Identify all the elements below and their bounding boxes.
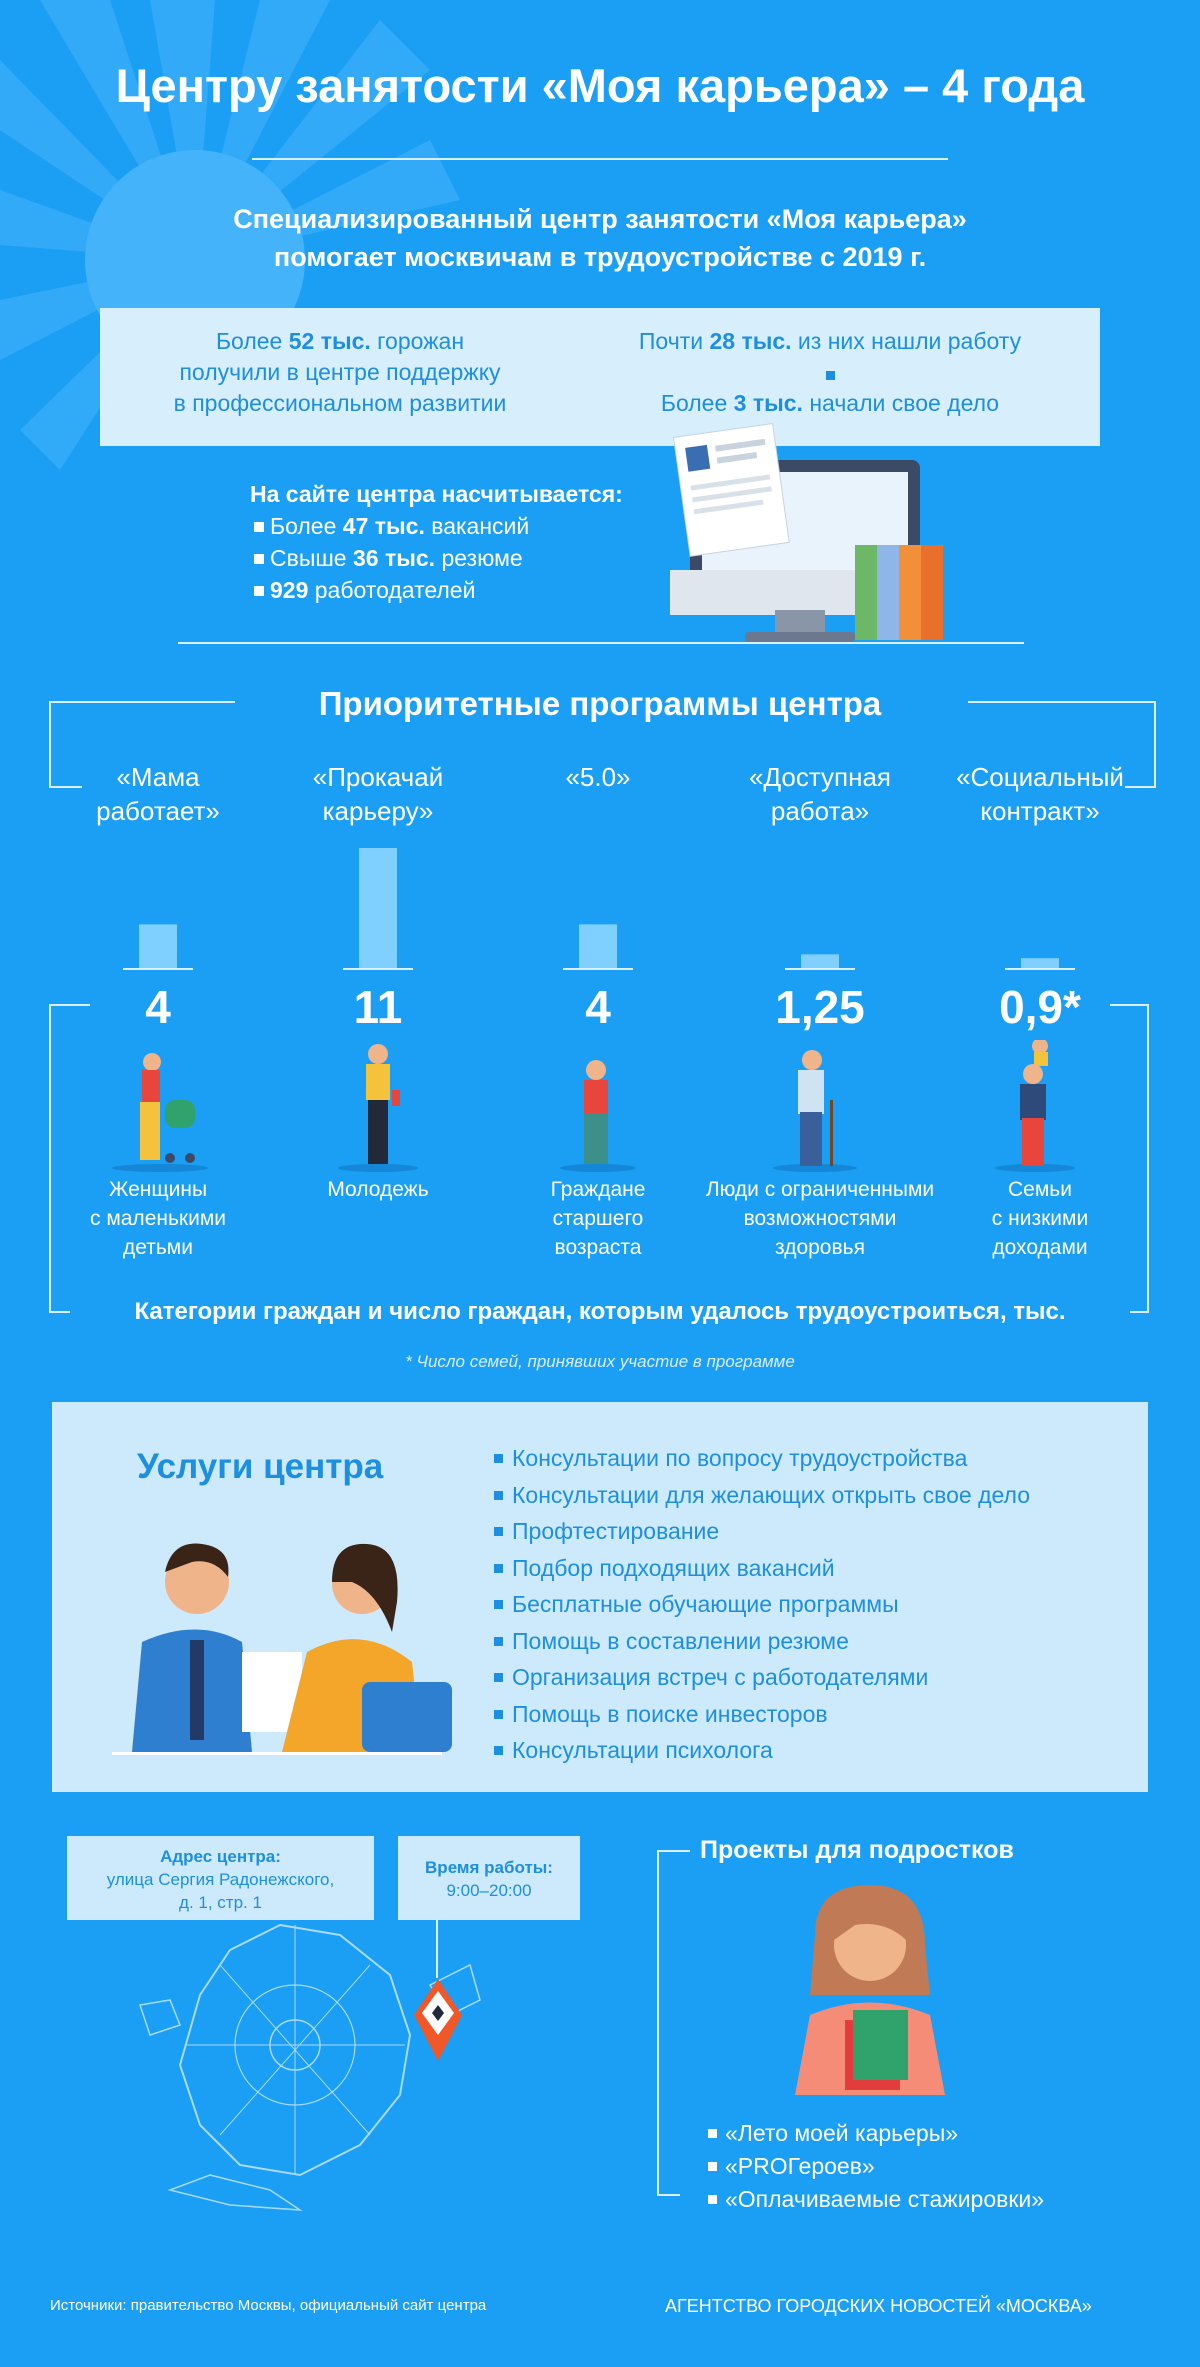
bar xyxy=(579,924,617,968)
category-label-line: старшего xyxy=(552,1207,644,1230)
category-label-line: Люди с ограниченными xyxy=(705,1178,935,1201)
program-name xyxy=(940,760,1140,828)
subtitle-line: помогает москвичам в трудоустройстве с 2019 г. xyxy=(273,242,927,272)
service-item: Консультации психолога xyxy=(492,1732,1132,1769)
stat-employment: Почти 28 тыс. из них нашли работу Более 3 тыс. начали свое дело xyxy=(638,328,1022,416)
program-value-label: 4 xyxy=(585,981,611,1033)
subtitle-line: Специализированный центр занятости «Моя карьера» xyxy=(233,204,967,234)
chart-caption: Категории граждан и число граждан, которым удалось трудоустроиться, тыс. xyxy=(134,1298,1066,1325)
services-panel xyxy=(52,1402,1148,1792)
program-value-label: 11 xyxy=(353,981,403,1033)
teens-frame xyxy=(650,1845,710,2205)
bar-baseline xyxy=(563,968,633,970)
services-list xyxy=(492,1440,1132,1769)
site-stat-item: 929 работодателей xyxy=(250,574,690,606)
service-item: Помощь в составлении резюме xyxy=(492,1623,1132,1660)
bar xyxy=(139,924,177,968)
category-label xyxy=(700,1175,940,1262)
site-stat-item: Свыше 36 тыс. резюме xyxy=(250,542,690,574)
program-value-label: 4 xyxy=(145,981,171,1033)
service-item: Консультации по вопросу трудоустройства xyxy=(492,1440,1132,1477)
service-item: Консультации для желающих открыть свое дело xyxy=(492,1477,1132,1514)
program-name-line: работает» xyxy=(96,796,220,826)
category-label xyxy=(38,1175,278,1262)
category-label-line: здоровья xyxy=(775,1236,865,1259)
hours-box: Время работы: 9:00–20:00 xyxy=(398,1836,580,1920)
location-pin-icon[interactable] xyxy=(408,1975,468,2065)
program-name xyxy=(720,760,920,828)
program-name xyxy=(498,760,698,794)
teenager-illustration xyxy=(765,1885,975,2095)
stat-support: Более 52 тыс. горожан получили в центре поддержку в профессиональном развитии xyxy=(173,328,507,416)
program-name-line: «5.0» xyxy=(565,762,631,792)
category-label-line: доходами xyxy=(992,1236,1088,1259)
bar-baseline xyxy=(785,968,855,970)
bar xyxy=(1021,958,1059,968)
young-woman-icon xyxy=(338,1044,418,1172)
bar xyxy=(359,848,397,968)
program-name-line: работа» xyxy=(770,796,870,826)
source-note: Источники: правительство Москвы, официальный сайт центра xyxy=(50,2297,487,2314)
program-name-line: карьеру» xyxy=(322,796,434,826)
teens-list xyxy=(705,2117,1044,2216)
category-label-line: Молодежь xyxy=(327,1178,429,1201)
consultation-illustration xyxy=(92,1522,462,1762)
program-name-line: «Мама xyxy=(116,762,200,792)
category-label xyxy=(258,1175,498,1204)
programs-bar-chart xyxy=(0,820,1200,970)
teens-title: Проекты для подростков xyxy=(700,1836,1014,1864)
bar-baseline xyxy=(343,968,413,970)
service-item: Бесплатные обучающие программы xyxy=(492,1586,1132,1623)
bar xyxy=(801,954,839,968)
teen-project-item: «Лето моей карьеры» xyxy=(705,2117,1044,2150)
site-stat-item: Более 47 тыс. вакансий xyxy=(250,510,690,542)
site-stats: На сайте центра насчитывается: Более 47 тыс. вакансий Свыше 36 тыс. резюме 929 работодателей xyxy=(250,478,690,606)
service-item: Профтестирование xyxy=(492,1513,1132,1550)
service-item: Подбор подходящих вакансий xyxy=(492,1550,1132,1587)
category-label-line: с низкими xyxy=(991,1207,1089,1230)
woman-stroller-icon xyxy=(112,1053,208,1172)
father-child-icon xyxy=(995,1040,1075,1172)
category-label-line: детьми xyxy=(123,1236,193,1259)
program-name-line: «Прокачай xyxy=(312,762,444,792)
man-with-cane-icon xyxy=(773,1050,857,1172)
category-label-line: возможностями xyxy=(743,1207,897,1230)
program-name-line: «Социальный xyxy=(956,762,1124,792)
category-label-line: Женщины xyxy=(108,1178,208,1201)
category-label-line: Семьи xyxy=(1008,1178,1072,1201)
program-name-line: контракт» xyxy=(980,796,1100,826)
teen-project-item: «PROГероев» xyxy=(705,2150,1044,2183)
page-title: Центру занятости «Моя карьера» – 4 года xyxy=(115,59,1085,112)
program-value-label: 1,25 xyxy=(775,981,865,1033)
teen-project-item: «Оплачиваемые стажировки» xyxy=(705,2183,1044,2216)
program-name xyxy=(278,760,478,828)
address-box: Адрес центра: улица Сергия Радонежского, д. 1, стр. 1 xyxy=(67,1836,374,1920)
map-pin-line xyxy=(436,1918,438,1978)
service-item: Организация встреч с работодателями xyxy=(492,1659,1132,1696)
agency-credit: АГЕНТСТВО ГОРОДСКИХ НОВОСТЕЙ «МОСКВА» xyxy=(665,2296,1092,2316)
category-label-line: Граждане xyxy=(550,1178,646,1201)
bar-baseline xyxy=(1005,968,1075,970)
category-label-line: возраста xyxy=(554,1236,642,1259)
category-label-line: с маленькими xyxy=(89,1207,226,1230)
program-name xyxy=(58,760,258,828)
services-title: Услуги центра xyxy=(137,1447,384,1486)
service-item: Помощь в поиске инвесторов xyxy=(492,1696,1132,1733)
program-value-label: 0,9* xyxy=(999,981,1081,1033)
program-name-line: «Доступная xyxy=(749,762,891,792)
programs-title: Приоритетные программы центра xyxy=(318,685,882,722)
people-icons xyxy=(0,1040,1200,1175)
bar-baseline xyxy=(123,968,193,970)
chart-footnote: * Число семей, принявших участие в программе xyxy=(405,1352,795,1371)
category-label xyxy=(478,1175,718,1262)
category-label xyxy=(920,1175,1160,1262)
senior-woman-icon xyxy=(560,1060,636,1172)
